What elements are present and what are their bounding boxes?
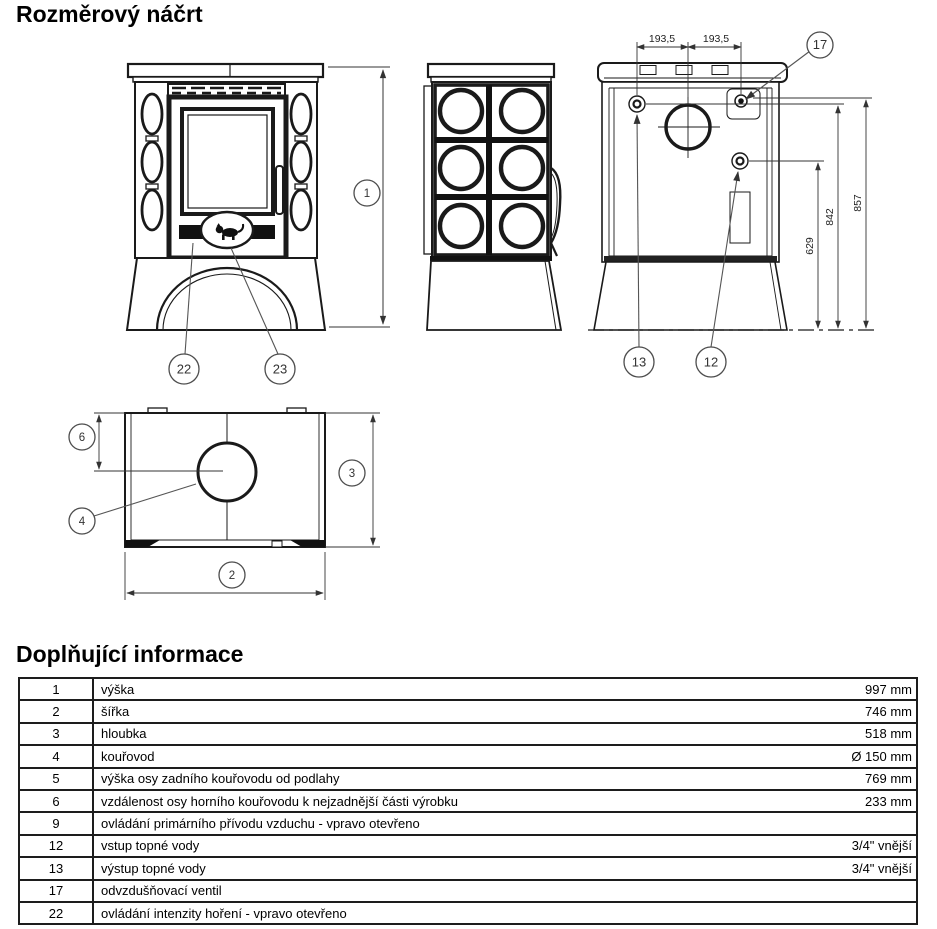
- row-number: 17: [20, 881, 94, 901]
- section-title-info: Doplňující informace: [16, 641, 244, 667]
- callout-1-label: 1: [363, 188, 371, 200]
- row-number: 3: [20, 724, 94, 744]
- row-label: vstup topné vody: [101, 838, 200, 854]
- callout-13: [624, 347, 654, 377]
- callout-3: [339, 460, 365, 486]
- dim-857: 857: [852, 194, 864, 212]
- rear-water-inlet-fitting: [732, 153, 748, 169]
- row-number: 2: [20, 701, 94, 721]
- callout-23: [265, 354, 295, 384]
- callout-2: [219, 562, 245, 588]
- page-title: Rozměrový náčrt: [16, 1, 203, 27]
- dim-193-right: 193,5: [702, 33, 730, 45]
- row-value: 997 mm: [865, 681, 912, 697]
- info-table: [18, 677, 918, 925]
- side-door-handle: [551, 168, 560, 256]
- table-row: [20, 791, 916, 813]
- row-label: výška osy zadního kouřovodu od podlahy: [101, 771, 340, 787]
- row-label: ovládání intenzity hoření - vpravo otevřeno: [101, 905, 347, 921]
- callout-12: [696, 347, 726, 377]
- callout-12-label: 12: [703, 354, 719, 370]
- callout-13-label: 13: [631, 354, 647, 370]
- row-label: vzdálenost osy horního kouřovodu k nejzadnější části výrobku: [101, 793, 458, 809]
- callout-17-label: 17: [812, 37, 828, 52]
- callout-6-label: 6: [78, 432, 86, 444]
- table-row: [20, 679, 916, 701]
- row-label: šířka: [101, 704, 130, 720]
- callout-1: [354, 180, 380, 206]
- row-value: 518 mm: [865, 726, 912, 742]
- side-view: [424, 64, 561, 330]
- row-number: 1: [20, 679, 94, 699]
- callout-6: [69, 424, 95, 450]
- side-base: [427, 261, 561, 330]
- side-top-plate: [428, 64, 554, 77]
- rear-junction-box: [730, 192, 750, 243]
- callout-17: [807, 32, 833, 58]
- row-number: 12: [20, 836, 94, 856]
- callout-2-label: 2: [228, 570, 236, 582]
- callout-23-label: 23: [272, 361, 288, 377]
- table-row: [20, 903, 916, 923]
- row-value: 3/4" vnější: [851, 838, 912, 854]
- row-value: 769 mm: [865, 771, 912, 787]
- row-label: ovládání primárního přívodu vzduchu - vpravo otevřeno: [101, 816, 420, 832]
- row-value: 233 mm: [865, 793, 912, 809]
- row-label: hloubka: [101, 726, 147, 742]
- rear-view: [588, 63, 876, 330]
- dim-193-left: 193,5: [648, 33, 676, 45]
- row-number: 4: [20, 746, 94, 766]
- table-row: [20, 769, 916, 791]
- row-label: výstup topné vody: [101, 860, 206, 876]
- row-number: 13: [20, 858, 94, 878]
- row-label: kouřovod: [101, 748, 155, 764]
- row-label: odvzdušňovací ventil: [101, 883, 222, 899]
- row-value: 3/4" vnější: [851, 860, 912, 876]
- dim-629: 629: [804, 237, 816, 255]
- front-top-plate: [128, 64, 323, 77]
- table-row: [20, 701, 916, 723]
- row-value: 746 mm: [865, 704, 912, 720]
- callout-4: [69, 508, 95, 534]
- table-row: [20, 881, 916, 903]
- table-row: [20, 724, 916, 746]
- rear-water-outlet-fitting: [629, 96, 645, 112]
- front-view: [127, 64, 325, 330]
- callout-3-label: 3: [348, 468, 356, 480]
- callout-4-label: 4: [78, 516, 86, 528]
- top-flue-circle: [198, 443, 256, 501]
- row-label: výška: [101, 681, 135, 697]
- table-row: [20, 746, 916, 768]
- rear-base: [594, 262, 787, 330]
- row-number: 6: [20, 791, 94, 811]
- row-number: 9: [20, 813, 94, 833]
- row-value: Ø 150 mm: [851, 748, 912, 764]
- table-row: [20, 858, 916, 880]
- dim-842: 842: [824, 208, 836, 226]
- row-number: 22: [20, 903, 94, 923]
- table-row: [20, 813, 916, 835]
- top-view: [125, 408, 325, 547]
- table-row: [20, 836, 916, 858]
- callout-22: [169, 354, 199, 384]
- front-door-handle: [276, 166, 283, 214]
- callout-22-label: 22: [176, 361, 192, 377]
- row-number: 5: [20, 769, 94, 789]
